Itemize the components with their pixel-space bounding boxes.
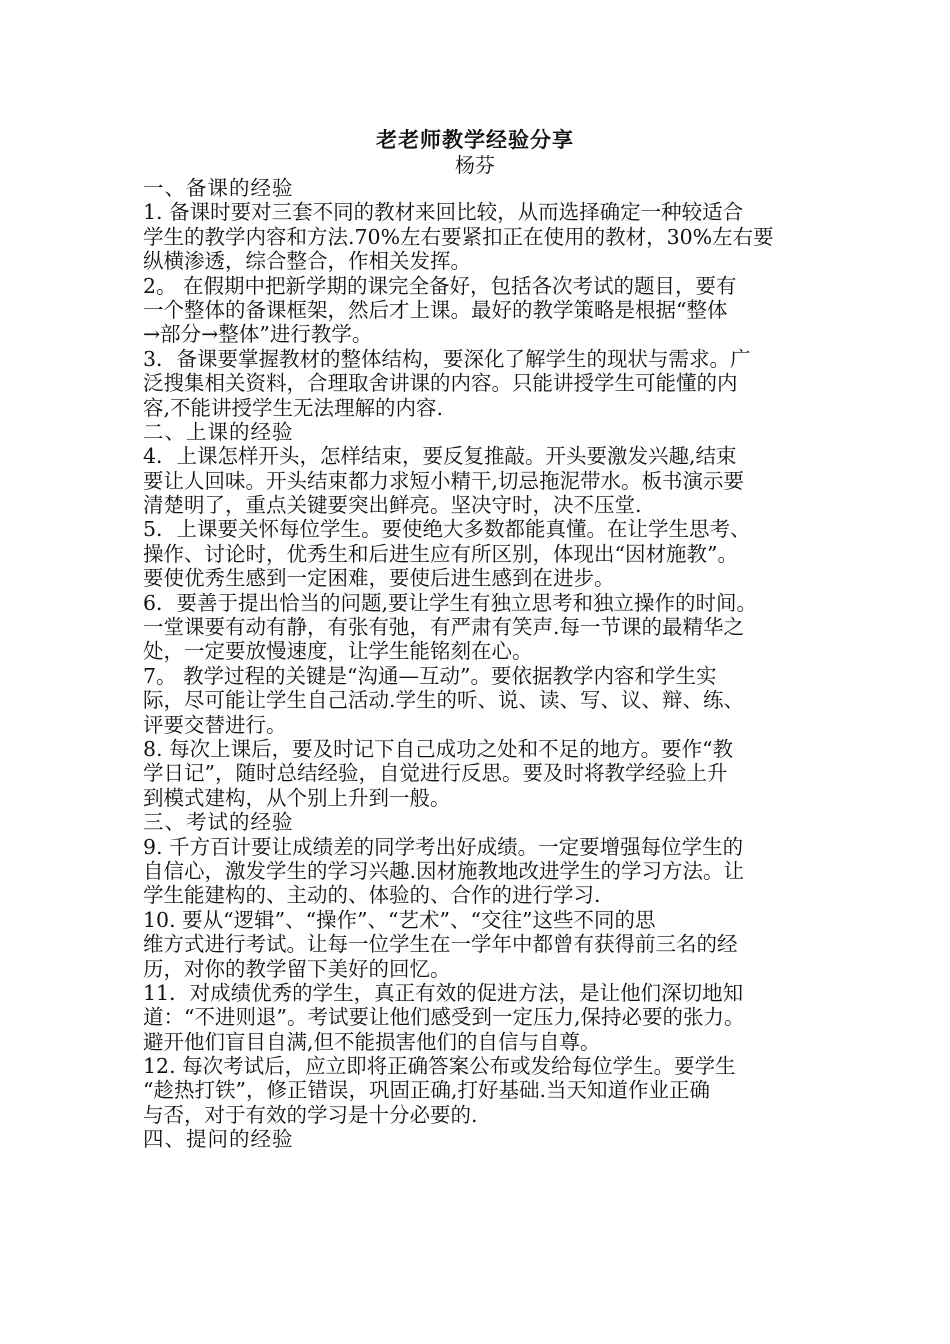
text-line: 要使优秀生感到一定困难，要使后进生感到在进步。: [143, 566, 615, 591]
text-line: 与否，对于有效的学习是十分必要的.: [143, 1102, 478, 1127]
text-line: 要让人回味。开头结束都力求短小精干,切忌拖泥带水。板书演示要: [143, 468, 745, 493]
text-line: 自信心，激发学生的学习兴趣.因材施教地改进学生的学习方法。让: [143, 858, 745, 883]
text-line: 5．上课要关怀每位学生。要使绝大多数都能真懂。在让学生思考、: [143, 517, 751, 542]
text-line: 学生的教学内容和方法.70%左右要紧扣正在使用的教材，30%左右要: [143, 224, 774, 249]
text-line: 3．备课要掌握教材的整体结构，要深化了解学生的现状与需求。广: [143, 346, 751, 371]
text-line: 清楚明了，重点关键要突出鲜亮。坚决守时，决不压堂.: [143, 493, 642, 518]
text-line: 历，对你的教学留下美好的回忆。: [143, 956, 451, 981]
text-line: 到模式建构，从个别上升到一般。: [143, 785, 451, 810]
text-line: 7。 教学过程的关键是“沟通—互动”。要依据教学内容和学生实: [143, 663, 717, 688]
text-line: 2。 在假期中把新学期的课完全备好，包括各次考试的题目，要有: [143, 273, 737, 298]
text-line: 1. 备课时要对三套不同的教材来回比较，从而选择确定一种较适合: [143, 200, 744, 225]
text-line: 纵横渗透，综合整合，作相关发挥。: [143, 249, 471, 274]
text-line: 8. 每次上课后，要及时记下自己成功之处和不足的地方。要作“教: [143, 736, 734, 761]
text-line: “趁热打铁”，修正错误，巩固正确,打好基础.当天知道作业正确: [143, 1078, 710, 1103]
text-line: 处，一定要放慢速度，让学生能铭刻在心。: [143, 639, 533, 664]
section-heading: 二、上课的经验: [143, 419, 294, 444]
section-heading: 一、备课的经验: [143, 176, 294, 200]
text-line: 11．对成绩优秀的学生，真正有效的促进方法，是让他们深切地知: [143, 980, 744, 1005]
section-heading: 三、考试的经验: [143, 810, 294, 835]
text-line: 维方式进行考试。让每一位学生在一学年中都曾有获得前三名的经: [143, 932, 738, 957]
text-line: 6．要善于提出恰当的问题,要让学生有独立思考和独立操作的时间。: [143, 590, 758, 615]
text-line: 4．上课怎样开头，怎样结束，要反复推敲。开头要激发兴趣,结束: [143, 444, 737, 469]
text-line: 际，尽可能让学生自己活动.学生的听、说、读、写、议、辩、练、: [143, 688, 745, 713]
text-line: 避开他们盲目自满,但不能损害他们的自信与自尊。: [143, 1029, 601, 1054]
text-line: 道：“不进则退”。考试要让他们感受到一定压力,保持必要的张力。: [143, 1005, 745, 1030]
section-heading: 四、提问的经验: [143, 1127, 294, 1152]
text-line: 泛搜集相关资料，合理取舍讲课的内容。只能讲授学生可能懂的内: [143, 371, 738, 396]
document-title: 老老师教学经验分享: [376, 127, 574, 152]
text-line: 一堂课要有动有静，有张有弛，有严肃有笑声.每一节课的最精华之: [143, 615, 745, 640]
document-author: 杨芬: [455, 153, 495, 177]
text-line: →部分→整体”进行教学。: [143, 322, 373, 347]
document-body: [143, 176, 833, 1152]
text-line: 一个整体的备课框架，然后才上课。最好的教学策略是根据“整体: [143, 297, 728, 322]
text-line: 9. 千方百计要让成绩差的同学考出好成绩。一定要增强每位学生的: [143, 834, 744, 859]
text-line: 10. 要从“逻辑”、“操作”、“艺术”、“交往”这些不同的思: [143, 907, 656, 932]
text-line: 容,不能讲授学生无法理解的内容.: [143, 395, 444, 420]
text-line: 操作、讨论时，优秀生和后进生应有所区别，体现出“因材施教”。: [143, 541, 738, 566]
text-line: 学生能建构的、主动的、体验的、合作的进行学习.: [143, 883, 601, 908]
text-line: 12. 每次考试后，应立即将正确答案公布或发给每位学生。要学生: [143, 1054, 736, 1079]
text-line: 评要交替进行。: [143, 712, 287, 737]
text-line: 学日记”，随时总结经验，自觉进行反思。要及时将教学经验上升: [143, 761, 728, 786]
